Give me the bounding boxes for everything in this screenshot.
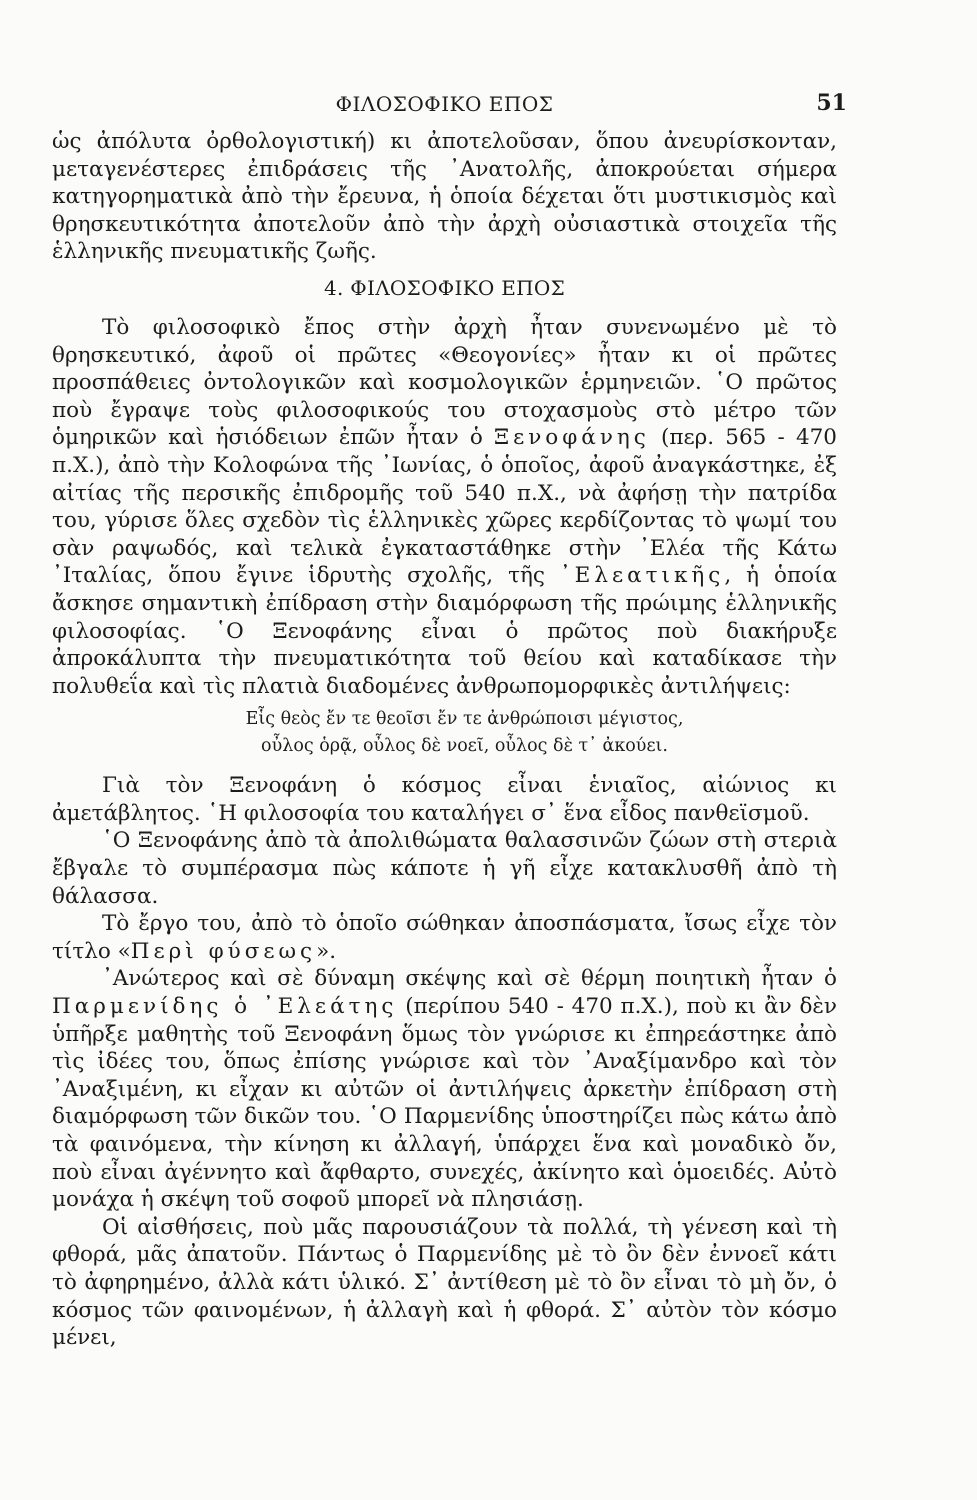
running-title: ΦΙΛΟΣΟΦΙΚΟ ΕΠΟΣ (335, 92, 554, 116)
name-xenophanes: Ξενοφάνης (493, 425, 650, 451)
paragraph-7: Οἱ αἰσθήσεις, ποὺ μᾶς παρουσιάζουν τὰ πολλά, τὴ γένεση καὶ τὴ φθορά, μᾶς ἀπατοῦν. Πάντως ὁ Παρμενίδης μὲ τὸ ὂν δὲν ἐννοεῖ κάτι τὸ ἀφηρημένο, ἀλλὰ κάτι ὑλικό. Σ᾿ ἀντίθεση μὲ τὸ ὂν εἶναι τὸ μὴ ὄν, ὁ κόσμος τῶν φαινομένων, ἡ ἀλλαγὴ καὶ ἡ φθορά. Σ᾿ αὐτὸν τὸν κόσμο μένει, (52, 1214, 837, 1351)
paragraph-5-text-a: Τὸ ἔργο του, ἀπὸ τὸ ὁποῖο σώθηκαν ἀποσπάσματα, ἴσως εἶχε τὸν τίτλο « (52, 911, 837, 964)
paragraph-4: ῾Ο Ξενοφάνης ἀπὸ τὰ ἀπολιθώματα θαλασσινῶν ζώων στὴ στεριὰ ἔβγαλε τὸ συμπέρασμα πὼς κάποτε ἡ γῆ εἶχε κατακλυσθῆ ἀπὸ τὴ θάλασσα. (52, 828, 837, 909)
name-eleatic: ᾿Ελεατικῆς (559, 563, 725, 589)
section-heading: 4. ΦΙΛΟΣΟΦΙΚΟ ΕΠΟΣ (323, 275, 566, 300)
paragraph-6-text-b: (περίπου 540 - 470 π.Χ.), ποὺ κι ἂν δὲν ὑπῆρξε μαθητὴς τοῦ Ξενοφάνη ὅμως τὸν γνώρισε κι ἐπηρεάστηκε ἀπὸ τὶς ἰδέες του, ὅπως ἐπίσης γνώρισε καὶ τὸν ᾿Αναξίμανδρο καὶ τὸν ᾿Αναξιμένη, κι εἶχαν κι αὐτῶν οἱ ἀντιλήψεις ἀρκετὴν ἐπίδραση στὴ διαμόρφωση τῶν δικῶν του. ῾Ο Παρμενίδης ὑποστηρίζει πὼς κάτω ἀπὸ τὰ φαινόμενα, τὴν κίνηση κι ἀλλαγή, ὑπάρχει ἕνα καὶ μοναδικὸ ὄν, ποὺ εἶναι ἀγέννητο καὶ ἄφθαρτο, συνεχές, ἀκίνητο καὶ ὁμοειδές. Αὐτὸ μονάχα ἡ σκέψη τοῦ σοφοῦ μπορεῖ νὰ πλησιάσῃ. (52, 994, 838, 1213)
book-page (52, 88, 847, 1352)
paragraph-1: ὡς ἀπόλυτα ὀρθολογιστική) κι ἀποτελοῦσαν, ὅπου ἀνευρίσκονταν, μεταγενέστερες ἐπιδράσεις τῆς ᾿Ανατολῆς, ἀποκρούεται σήμερα κατηγορηματικὰ ἀπὸ τὴν ἔρευνα, ἡ ὁποία δέχεται ὅτι μυστικισμὸς καὶ θρησκευτικότητα ἀποτελοῦν ἀπὸ τὴν ἀρχὴ οὐσιαστικὰ στοιχεῖα τῆς ἑλληνικῆς πνευματικῆς ζωῆς. (52, 129, 837, 265)
page-number: 51 (816, 90, 847, 116)
verse-line-2: οὖλος ὁρᾷ, οὖλος δὲ νοεῖ, οὖλος δὲ τ᾿ ἀκούει. (261, 736, 668, 757)
page-header (52, 88, 847, 128)
paragraph-3: Γιὰ τὸν Ξενοφάνη ὁ κόσμος εἶναι ἑνιαῖος, αἰώνιος κι ἀμετάβλητος. ῾Η φιλοσοφία του καταλήγει σ᾿ ἕνα εἶδος πανθεϊσμοῦ. (52, 773, 837, 826)
paragraph-2-text-c: , ἡ ὁποία ἄσκησε σημαντικὴ ἐπίδραση στὴν διαμόρφωση τῆς πρώιμης ἑλληνικῆς φιλοσοφίας. ῾Ο Ξενοφάνης εἶναι ὁ πρῶτος ποὺ διακήρυξε ἀπροκάλυπτα τὴν πνευματικότητα τοῦ θείου καὶ καταδίκασε τὴν πολυθεΐα καὶ τὶς πλατιὰ διαδομένες ἀνθρωπομορφικὲς ἀντιλήψεις: (52, 563, 837, 699)
paragraph-5 (52, 910, 837, 965)
paragraph-5-text-b: ». (316, 938, 337, 964)
paragraph-2-text-a: Τὸ φιλοσοφικὸ ἔπος στὴν ἀρχὴ ἦταν συνενωμένο μὲ τὸ θρησκευτικό, ἀφοῦ οἱ πρῶτες «Θεογονίες» ἦταν κι οἱ πρῶτες προσπάθειες ὀντολογικῶν καὶ κοσμολογικῶν ἑρμηνειῶν. ῾Ο πρῶτος ποὺ ἔγραψε τοὺς φιλοσοφικούς του στοχασμοὺς στὸ μέτρο τῶν ὁμηρικῶν καὶ ἡσιόδειων ἐπῶν ἦταν ὁ (52, 314, 837, 451)
paragraph-2 (52, 314, 837, 700)
paragraph-2-text-b: (περ. 565 - 470 π.Χ.), ἀπὸ τὴν Κολοφώνα τῆς ᾿Ιωνίας, ὁ ὁποῖος, ἀφοῦ ἀναγκάστηκε, ἐξ αἰτίας τῆς περσικῆς ἐπιδρομῆς τοῦ 540 π.Χ., νὰ ἀφήσῃ τὴν πατρίδα του, γύρισε ὅλες σχεδὸν τὶς ἑλληνικὲς χῶρες κερδίζοντας τὸ ψωμί του σὰν ραψωδός, καὶ τελικὰ ἐγκαταστάθηκε στὴν ᾿Ελέα τῆς Κάτω ᾿Ιταλίας, ὅπου ἔγινε ἱδρυτὴς σχολῆς, τῆς (52, 425, 837, 589)
verse-quote (92, 706, 837, 760)
work-title: Περὶ φύσεως (130, 938, 317, 964)
paragraph-6-text-a: ᾿Ανώτερος καὶ σὲ δύναμη σκέψης καὶ σὲ θέρμη ποιητικὴ ἦταν ὁ (102, 966, 837, 992)
verse-line-1: Εἷς θεὸς ἔν τε θεοῖσι ἔν τε ἀνθρώποισι μέγιστος, (245, 709, 684, 730)
name-parmenides: Παρμενίδης ὁ ᾿Ελεάτης (52, 994, 398, 1020)
paragraph-6 (52, 965, 837, 1213)
